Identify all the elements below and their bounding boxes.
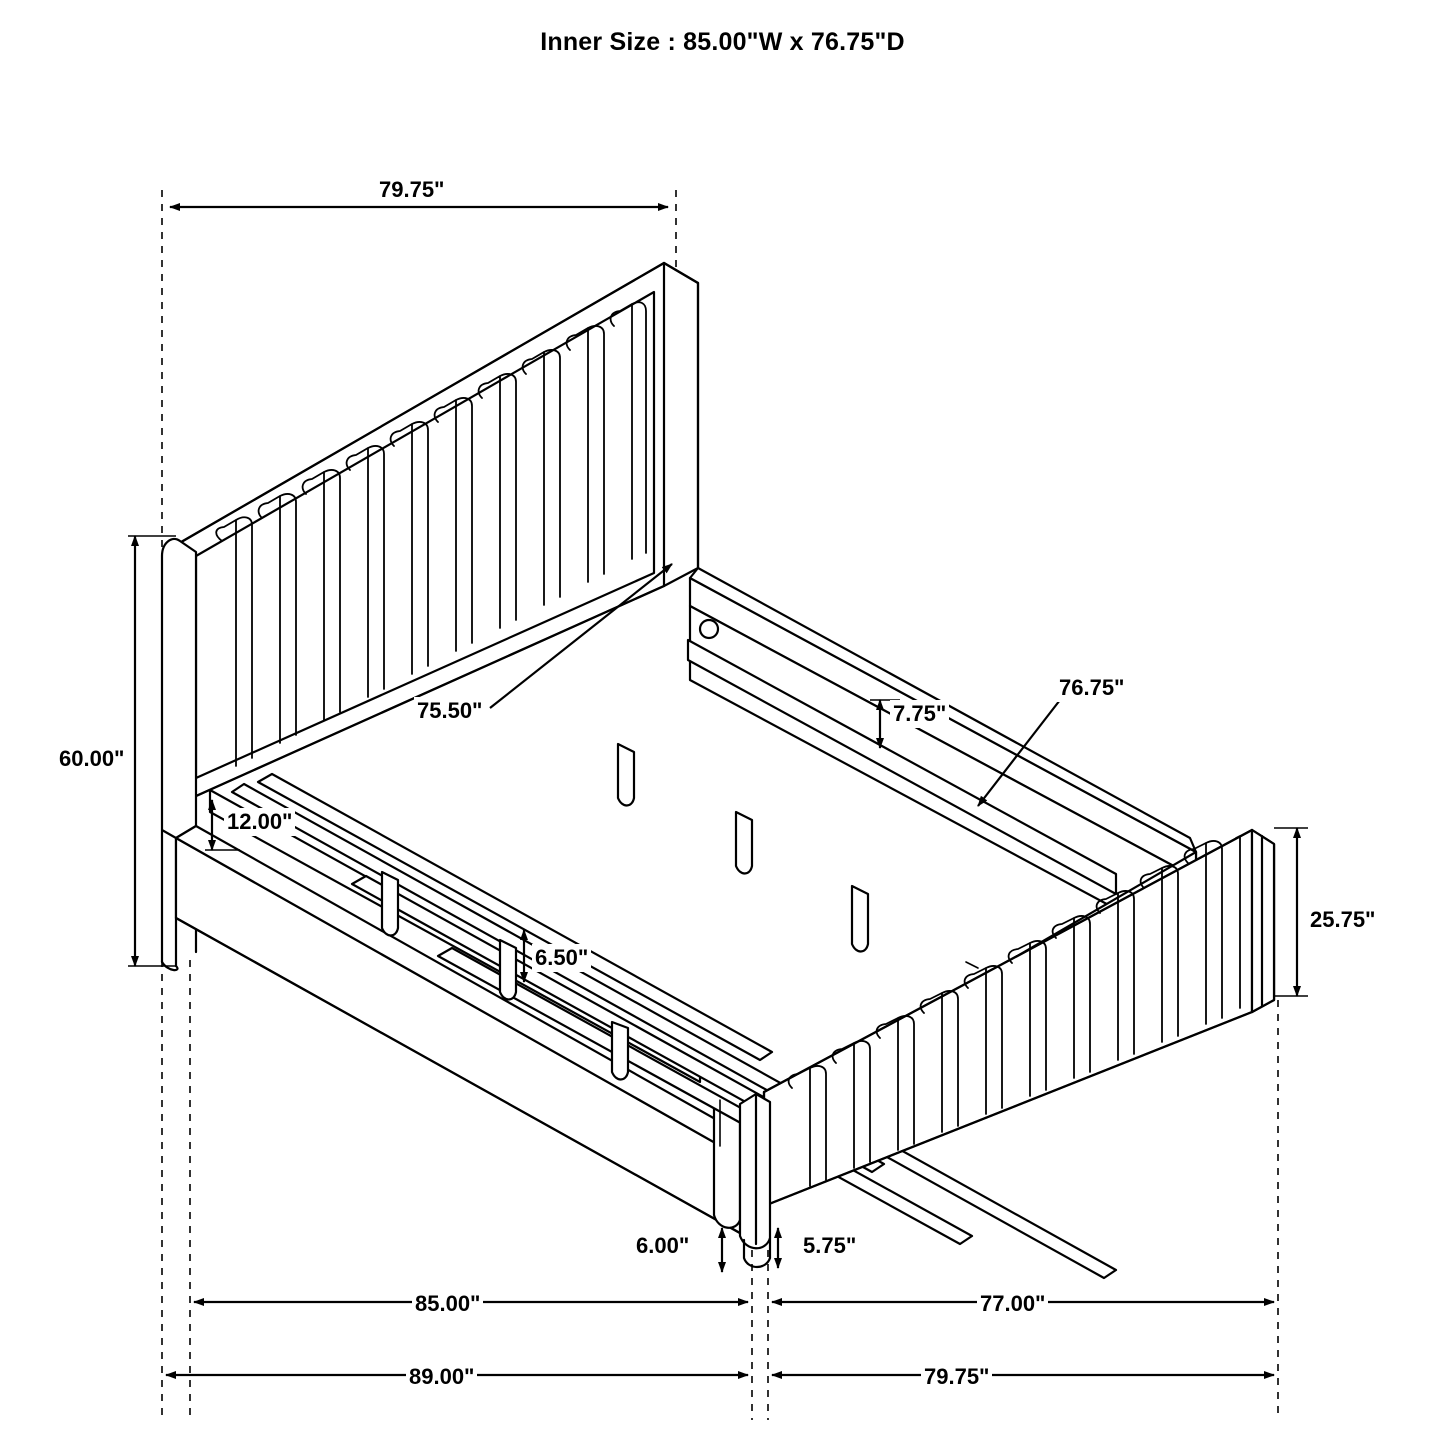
page-title: Inner Size : 85.00"W x 76.75"D [540,28,905,56]
dim-label-77-00: 77.00" [977,1290,1048,1318]
dim-label-79-75-top: 79.75" [376,176,447,204]
head-cross-rail [690,568,1196,952]
dim-label-89-00: 89.00" [406,1363,477,1391]
dim-label-25-75: 25.75" [1307,906,1378,934]
footboard-panel [764,830,1274,1206]
dim-label-75-50: 75.50" [414,697,485,725]
dim-label-79-75-bottom: 79.75" [921,1363,992,1391]
dim-label-6-00: 6.00" [633,1232,692,1260]
footboard-left-post [740,1094,770,1267]
footboard-right-post [1252,830,1274,1012]
dim-label-5-75: 5.75" [800,1232,859,1260]
dim-label-60-00: 60.00" [56,745,127,773]
dim-label-6-50: 6.50" [532,944,591,972]
dim-label-7-75: 7.75" [890,700,949,728]
dim-label-76-75: 76.75" [1056,674,1127,702]
dim-label-12-00: 12.00" [224,808,295,836]
dim-label-85-00: 85.00" [412,1290,483,1318]
